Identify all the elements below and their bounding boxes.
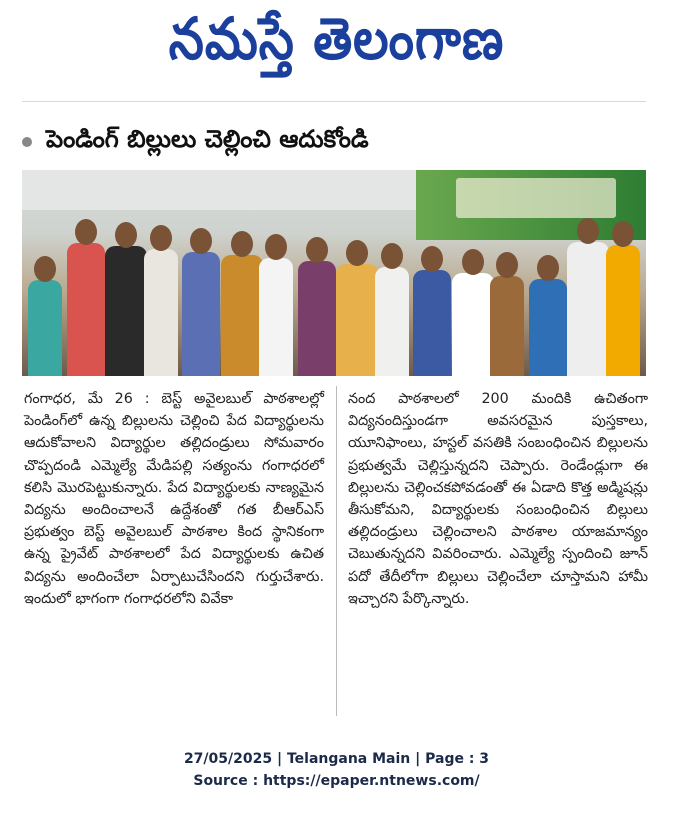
article-column-left — [24, 388, 324, 610]
photo-person-head — [34, 256, 56, 282]
photo-person-body — [67, 243, 105, 376]
photo-person — [606, 221, 640, 376]
photo-person-body — [259, 258, 293, 376]
photo-person — [221, 231, 263, 376]
photo-person-head — [306, 237, 328, 263]
photo-person — [182, 228, 220, 376]
column-divider — [336, 386, 337, 716]
header-divider — [22, 101, 646, 102]
photo-person-body — [567, 242, 609, 376]
photo-person-body — [144, 249, 178, 376]
photo-person — [144, 225, 178, 376]
photo-person-body — [105, 246, 147, 376]
photo-person-head — [231, 231, 253, 257]
article-photo — [22, 170, 646, 376]
photo-ceiling — [22, 170, 416, 210]
masthead-title: నమస్తే తెలంగాణ — [168, 5, 505, 72]
photo-person — [105, 222, 147, 376]
photo-person-head — [462, 249, 484, 275]
headline-text: పెండింగ్ బిల్లులు చెల్లించి ఆదుకోండి — [46, 125, 369, 153]
column-right-text: నంద పాఠశాలలో 200 మందికి ఉచితంగా విద్యనందిస్తుండగా అవసరమైన పుస్తకాలు, యూనిఫాంలు, హస్టల్ వసతికి సంబంధించిన బిల్లులను ప్రభుత్వమే చెల్లిస్తున్నదని చెప్పారు. రెండేండ్లుగా ఈ బిల్లులను చెల్లించకపోవడంతో ఈ ఏడాది కొత్త అడ్మిషన్లు తీసుకోమని, విద్యార్థులకు సంబంధించిన బిల్లులు తల్లిదండ్రులు చెల్లించాలని పాఠశాల యాజమాన్యం చెబుతున్నదని వివరించారు. ఎమ్మెల్యే స్పందించి జూన్ పదో తేదీలోగా బిల్లులు చెల్లించేలా చూస్తామని హామీ ఇచ్చారని పేర్కొన్నారు. — [348, 391, 648, 607]
photo-person — [567, 218, 609, 376]
photo-person-body — [529, 279, 567, 376]
column-left-text: గంగాధర, మే 26 : బెస్ట్ అవైలబుల్ పాఠశాలల్లో పెండింగ్‌లో ఉన్న బిల్లులను చెల్లించి పేద విద్యార్థులను ఆదుకోవాలని విద్యార్థుల తల్లిదండ్రులు సోమవారం చొప్పదండి ఎమ్మెల్యే మేడిపల్లి సత్యంను గంగాధరలో కలిసి మొరపెట్టుకున్నారు. పేద విద్యార్థులకు నాణ్యమైన విద్యను అందించాలనే ఉద్దేశంతో గత బీఆర్ఎస్ ప్రభుత్వం బెస్ట్ అవైలబుల్ పాఠశాల కింద స్థానికంగా ఉన్న ప్రైవేట్ పాఠశాలలో పేద విద్యార్థులకు ఉచిత విద్యను అందించేలా ఏర్పాటుచేసిందని గుర్తుచేశారు. ఇందులో భాగంగా గంగాధరలోని వివేకా — [24, 391, 324, 607]
photo-person-head — [150, 225, 172, 251]
photo-person-body — [28, 280, 62, 376]
photo-person — [452, 249, 494, 376]
photo-person-head — [346, 240, 368, 266]
photo-person-head — [537, 255, 559, 281]
photo-person-head — [75, 219, 97, 245]
newspaper-masthead — [0, 6, 673, 86]
photo-person-head — [577, 218, 599, 244]
photo-person-body — [375, 267, 409, 376]
footer-source-line: Source : https://epaper.ntnews.com/ — [193, 773, 480, 789]
photo-person-body — [221, 255, 263, 376]
photo-person-head — [115, 222, 137, 248]
footer-date-line: 27/05/2025 | Telangana Main | Page : 3 — [183, 751, 490, 767]
photo-person-head — [612, 221, 634, 247]
article-column-right — [348, 388, 648, 610]
article-headline — [22, 124, 646, 160]
photo-person-body — [182, 252, 220, 376]
photo-person — [28, 256, 62, 376]
photo-person — [336, 240, 378, 376]
photo-person-head — [496, 252, 518, 278]
photo-person — [413, 246, 451, 376]
photo-person-body — [490, 276, 524, 376]
photo-person — [67, 219, 105, 376]
photo-person-body — [413, 270, 451, 376]
photo-person-head — [381, 243, 403, 269]
photo-person — [375, 243, 409, 376]
photo-person — [298, 237, 336, 376]
photo-banner-inner — [456, 178, 616, 218]
photo-person-body — [606, 245, 640, 376]
photo-person — [259, 234, 293, 376]
photo-person-body — [336, 264, 378, 376]
photo-person-body — [452, 273, 494, 376]
photo-person — [490, 252, 524, 376]
photo-person-body — [298, 261, 336, 376]
photo-person-head — [421, 246, 443, 272]
photo-person — [529, 255, 567, 376]
photo-person-head — [190, 228, 212, 254]
photo-person-head — [265, 234, 287, 260]
bullet-icon — [22, 137, 32, 147]
